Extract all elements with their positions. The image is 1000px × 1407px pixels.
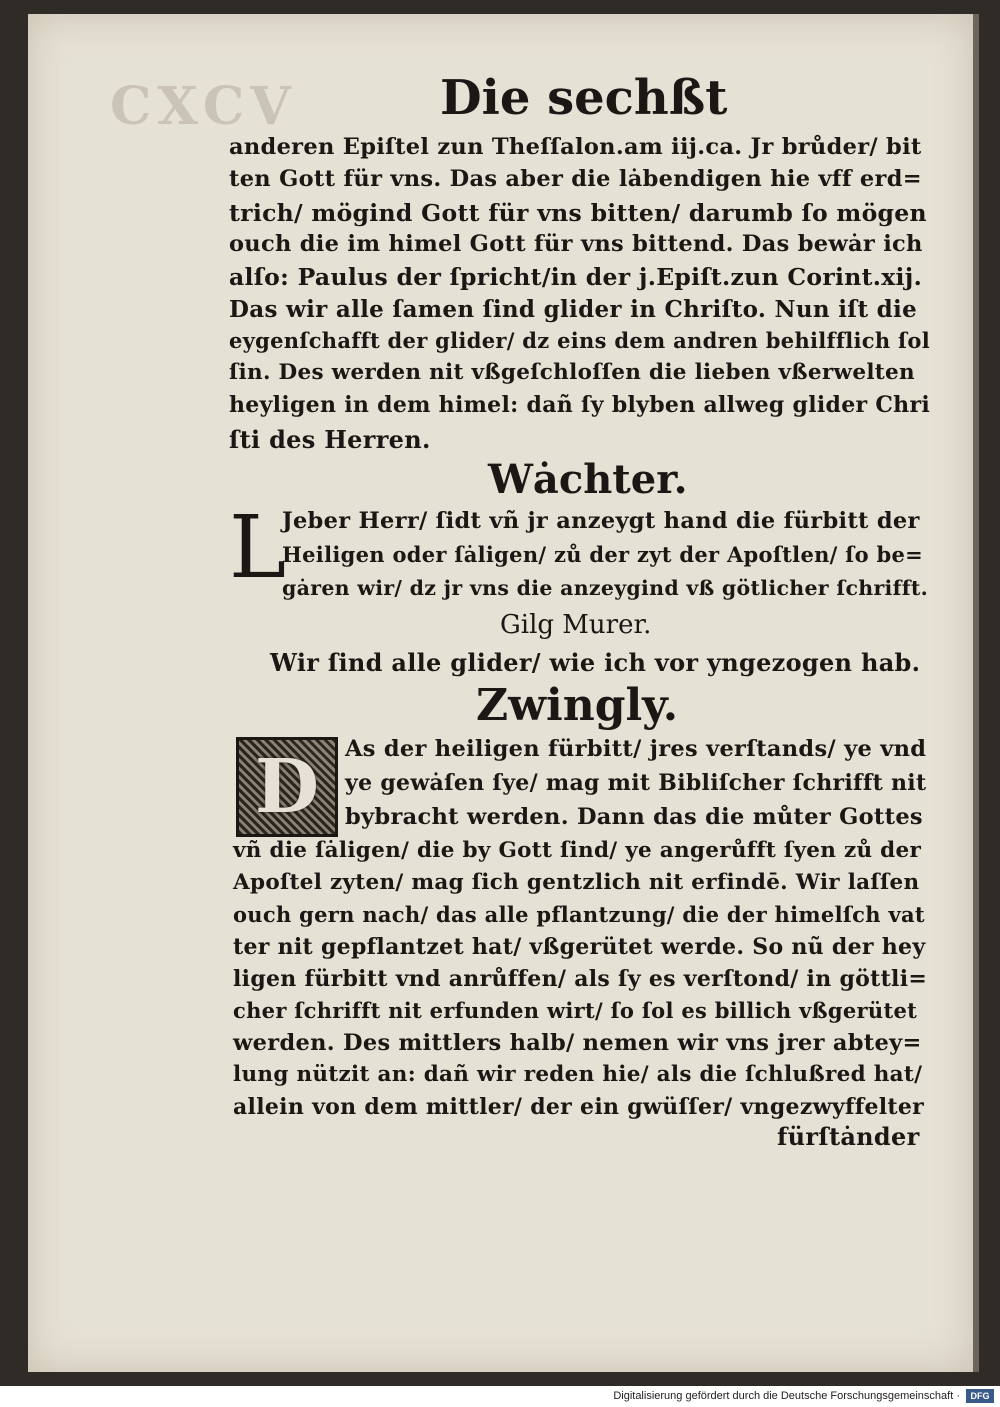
- page-title: Die sechßt: [440, 70, 728, 126]
- catchword: fürſtȧnder: [777, 1122, 920, 1151]
- text-line: allein von dem mittler/ der ein gwüſſer/ vngezwyffelter: [233, 1094, 925, 1120]
- text-line: ye gewȧſen ſye/ mag mit Bibliſcher ſchrifft nit: [345, 770, 927, 796]
- text-line: Apoſtel zyten/ mag ſich gentzlich nit erfindē. Wir laſſen: [233, 870, 920, 895]
- drop-capital-L: L: [229, 498, 287, 598]
- show-through-folio: CXCV: [110, 76, 297, 137]
- text-line-murer: Wir ſind alle glider/ wie ich vor yngezogen hab.: [270, 648, 921, 677]
- text-line: ter nit gepflantzet hat/ vßgerütet werde. So nũ der hey: [233, 934, 926, 960]
- text-line: ouch die im himel Gott für vns bittend. Das bewȧr ich: [229, 230, 923, 257]
- text-line: eygenſchafft der glider/ dz eins dem andren behilfflich ſol: [229, 327, 930, 353]
- text-line: cher ſchrifft nit erfunden wirt/ ſo ſol es billich vßgerütet: [233, 998, 918, 1023]
- text-line: ten Gott für vns. Das aber die lȧbendigen hie vff erd=: [229, 166, 922, 193]
- footer-bar: [0, 1386, 1000, 1407]
- speaker-heading-murer: Gilg Murer.: [500, 610, 652, 640]
- text-line: trich/ mögind Gott für vns bitten/ darumb ſo mögen: [229, 198, 927, 227]
- text-line: Jeber Herr/ ſidt vñ jr anzeygt hand die fürbitt der: [282, 508, 920, 534]
- text-line: As der heiligen fürbitt/ jres verſtands/ ye vnd: [345, 736, 927, 762]
- text-line: alſo: Paulus der ſpricht/in der j.Epiſt.zun Corint.xij.: [229, 263, 923, 292]
- text-line: lung nützit an: dañ wir reden hie/ als die ſchlußred hat/: [233, 1062, 923, 1087]
- dfg-logo: DFG: [966, 1389, 994, 1403]
- text-line: ſti des Herren.: [229, 424, 431, 454]
- text-line: anderen Epiſtel zun Theſſalon.am iij.ca. Jr brůder/ bit: [229, 134, 922, 160]
- text-line: werden. Des mittlers halb/ nemen wir vns jrer abtey=: [233, 1030, 922, 1056]
- text-line: gȧren wir/ dz jr vns die anzeygind vß götlicher ſchrifft.: [282, 576, 929, 600]
- initial-letter: D: [254, 744, 320, 830]
- footer-credit: Digitalisierung gefördert durch die Deutsche Forschungsgemeinschaft ·: [613, 1390, 960, 1402]
- text-line: Heiligen oder ſȧligen/ zů der zyt der Apoſtlen/ ſo be=: [282, 542, 924, 567]
- text-line: ſin. Des werden nit vßgeſchloſſen die lieben vßerwelten: [229, 360, 915, 386]
- text-line: bybracht werden. Dann das die můter Gottes: [345, 804, 923, 830]
- speaker-heading-waechter: Wȧchter.: [488, 456, 688, 503]
- text-line: Das wir alle ſamen ſind glider in Chriſto. Nun iſt die: [229, 295, 918, 323]
- text-line: ouch gern nach/ das alle pflantzung/ die der himelſch vat: [233, 902, 925, 927]
- speaker-heading-zwingly: Zwingly.: [476, 680, 679, 731]
- page-edge: [973, 14, 979, 1372]
- decorated-initial-D: [236, 737, 338, 837]
- text-line: heyligen in dem himel: dañ ſy blyben allweg glider Chri: [229, 392, 931, 419]
- text-line: ligen fürbitt vnd anrůffen/ als ſy es verſtond/ in göttli=: [233, 966, 928, 992]
- text-line: vñ die ſȧligen/ die by Gott ſind/ ye angerůfft ſyen zů der: [233, 838, 922, 863]
